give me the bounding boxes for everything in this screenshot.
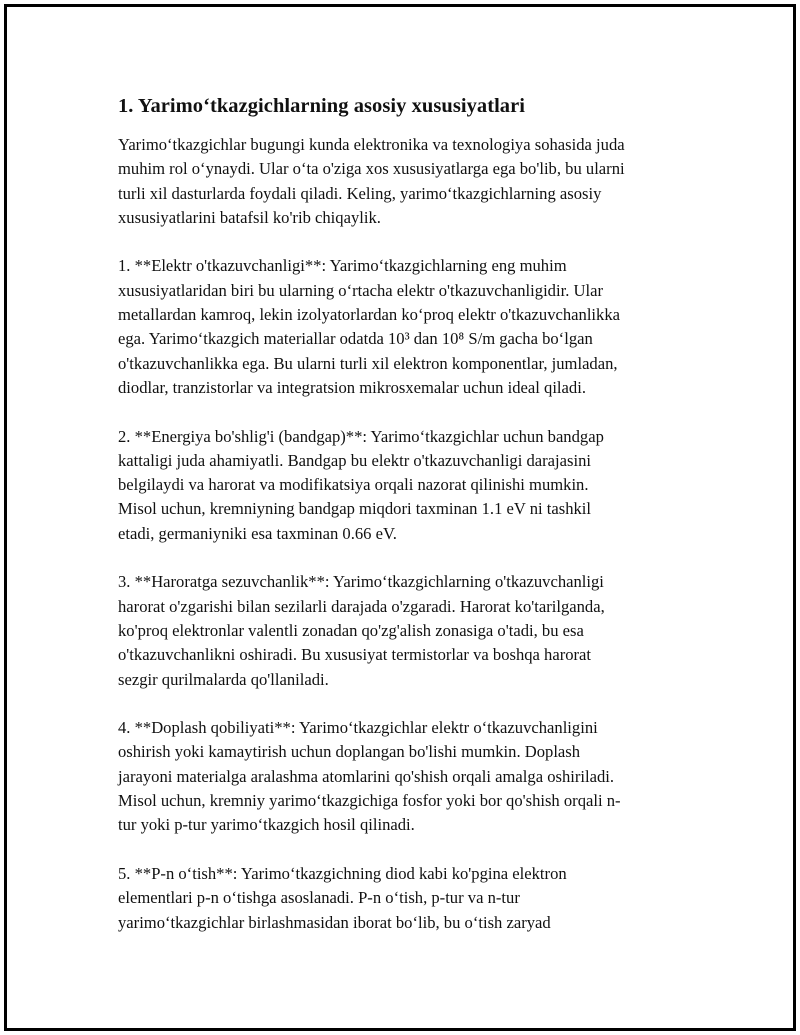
paragraph-bandgap: [118, 425, 678, 546]
text-line: belgilaydi va harorat va modifikatsiya orqali nazorat qilinishi mumkin.: [118, 475, 589, 495]
text-line: 2. **Energiya bo'shlig'i (bandgap)**: Yarimo‘tkazgichlar uchun bandgap: [118, 426, 604, 446]
section-heading: 1. Yarimo‘tkazgichlarning asosiy xususiyatlari: [118, 95, 526, 117]
text-line: diodlar, tranzistorlar va integratsion mikrosxemalar uchun ideal qiladi.: [118, 377, 586, 397]
text-line: yarimo‘tkazgichlar birlashmasidan iborat bo‘lib, bu o‘tish zaryad: [118, 912, 551, 932]
text-line: oshirish yoki kamaytirish uchun doplangan bo'lishi mumkin. Doplash: [118, 742, 581, 762]
text-line: 5. **P-n o‘tish**: Yarimo‘tkazgichning diod kabi ko'pgina elektron: [118, 863, 567, 883]
text-line: 1. **Elektr o'tkazuvchanligi**: Yarimo‘tkazgichlarning eng muhim: [118, 256, 567, 276]
text-line: harorat o'zgarishi bilan sezilarli darajada o'zgaradi. Harorat ko'tarilganda,: [118, 596, 605, 616]
text-line: kattaligi juda ahamiyatli. Bandgap bu elektr o'tkazuvchanligi darajasini: [118, 450, 591, 470]
text-line: xususiyatlarini batafsil ko'rib chiqaylik.: [118, 207, 381, 227]
text-line: Misol uchun, kremniy yarimo‘tkazgichiga fosfor yoki bor qo'shish orqali n-: [118, 791, 621, 811]
text-line: elementlari p-n o‘tishga asoslanadi. P-n o‘tish, p-tur va n-tur: [118, 888, 520, 908]
text-line: etadi, germaniyniki esa taxminan 0.66 eV.: [118, 523, 397, 543]
text-line: 3. **Haroratga sezuvchanlik**: Yarimo‘tkazgichlarning o'tkazuvchanligi: [118, 572, 604, 592]
paragraph-pn-junction: [118, 862, 678, 935]
text-line: o'tkazuvchanlikka ega. Bu ularni turli xil elektron komponentlar, jumladan,: [118, 353, 618, 373]
text-line: metallardan kamroq, lekin izolyatorlardan ko‘proq elektr o'tkazuvchanlikka: [118, 305, 620, 325]
paragraph-intro: [118, 133, 678, 230]
paragraph-doping: [118, 716, 678, 837]
paragraph-electrical-conductivity: [118, 254, 678, 400]
text-line: turli xil dasturlarda foydali qiladi. Keling, yarimo‘tkazgichlarning asosiy: [118, 183, 602, 203]
text-line: ko'proq elektronlar valentli zonadan qo'zg'alish zonasiga o'tadi, bu esa: [118, 620, 584, 640]
text-line: 4. **Doplash qobiliyati**: Yarimo‘tkazgichlar elektr o‘tkazuvchanligini: [118, 718, 598, 738]
document-body: [118, 92, 678, 959]
text-line: o'tkazuvchanlikni oshiradi. Bu xususiyat termistorlar va boshqa harorat: [118, 645, 592, 665]
text-line: Misol uchun, kremniyning bandgap miqdori taxminan 1.1 eV ni tashkil: [118, 499, 592, 519]
paragraph-temperature-sensitivity: [118, 570, 678, 691]
text-line: ega. Yarimo‘tkazgich materiallar odatda 10³ dan 10⁸ S/m gacha bo‘lgan: [118, 329, 593, 349]
text-line: xususiyatlaridan biri bu ularning o‘rtacha elektr o'tkazuvchanligidir. Ular: [118, 280, 603, 300]
text-line: sezgir qurilmalarda qo'llaniladi.: [118, 669, 329, 689]
text-line: jarayoni materialga aralashma atomlarini qo'shish orqali amalga oshiriladi.: [118, 766, 615, 786]
text-line: tur yoki p-tur yarimo‘tkazgich hosil qilinadi.: [118, 815, 415, 835]
text-line: muhim rol o‘ynaydi. Ular o‘ta o'ziga xos xususiyatlarga ega bo'lib, bu ularni: [118, 159, 625, 179]
text-line: Yarimo‘tkazgichlar bugungi kunda elektronika va texnologiya sohasida juda: [118, 135, 625, 154]
